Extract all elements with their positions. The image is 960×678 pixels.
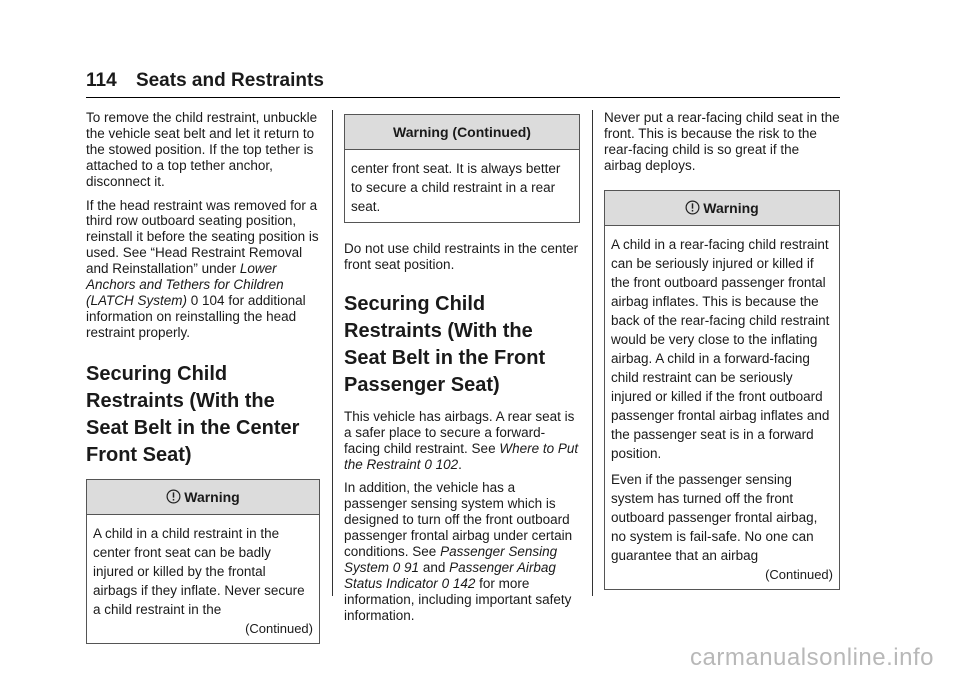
paragraph-text: and <box>419 559 450 575</box>
paragraph-text: This vehicle has airbags. A rear seat is a safer place to secure a forward-facing child restraint. See <box>344 408 575 456</box>
warning-box <box>604 190 840 590</box>
warning-title: Warning <box>703 199 759 216</box>
paragraph-text: If the head restraint was removed for a third row outboard seating position, reinstall it before the seating position is used. See “Head Restraint Removal and Reinstallation” under <box>86 197 319 277</box>
warning-text: A child in a child restraint in the center front seat can be badly injured or killed by the frontal airbags if they inflate. Never secure a child restraint in the <box>93 525 305 617</box>
paragraph-text: for more information, including important safety information. <box>344 575 572 623</box>
column-divider-2 <box>592 110 593 596</box>
warning-box <box>86 479 320 644</box>
page-ref[interactable]: 0 104 <box>190 292 225 308</box>
warning-body <box>605 226 839 589</box>
warning-body <box>87 515 319 643</box>
page-header <box>86 68 840 98</box>
warning-text: Even if the passenger sensing system has turned off the front outboard passenger frontal airbag, no system is fail-safe. No one can guarantee that an airbag <box>611 471 818 563</box>
warning-header: Warning (Continued) <box>345 115 579 150</box>
heading-front-passenger-seat: Securing Child Restraints (With the Seat Belt in the Front Passenger Seat) <box>344 292 546 396</box>
warning-text: center front seat. It is always better to secure a child restraint in a rear seat. <box>351 161 561 214</box>
warning-header <box>87 480 319 515</box>
continued-label: (Continued) <box>765 566 833 582</box>
heading-center-front-seat: Securing Child Restraints (With the Seat Belt in the Center Front Seat) <box>86 362 300 466</box>
warning-icon <box>166 489 181 504</box>
continued-label: (Continued) <box>245 620 313 636</box>
xref-where-to-put-link[interactable]: Where to Put the Restraint <box>344 440 579 472</box>
page-number: 114 <box>86 70 117 91</box>
warning-text: A child in a rear-facing child restraint can be seriously injured or killed if the front outboard passenger frontal airbag inflates. This is because the back of the rear-facing child restraint would be very close to the inflating airbag. A child in a forward-facing child restraint can be seriously injured or killed if the front outboard passenger frontal airbag inflates and the passenger seat is in a forward position. <box>611 236 830 461</box>
section-title: Seats and Restraints <box>135 70 324 91</box>
paragraph-remove-restraint: To remove the child restraint, unbuckle the vehicle seat belt and let it return to the stowed position. If the top tether is attached to a top tether anchor, disconnect it. <box>86 110 318 189</box>
page-ref[interactable]: 0 102 <box>424 456 459 472</box>
paragraph-text: In addition, the vehicle has a passenger sensing system which is designed to turn off the front outboard passenger frontal airbag under certain conditions. See <box>344 480 573 560</box>
page-ref[interactable]: 0 142 <box>441 575 476 591</box>
watermark: carmanualsonline.info <box>690 644 934 671</box>
column-3 <box>604 110 840 590</box>
warning-icon <box>685 200 700 215</box>
warning-header <box>605 191 839 226</box>
warning-title: Warning <box>184 488 240 505</box>
paragraph-rear-facing: Never put a rear-facing child seat in the front. This is because the risk to the rear-facing child is so great if the airbag deploys. <box>604 110 840 173</box>
xref-passenger-sensing-link[interactable]: Passenger Sensing System <box>344 544 558 575</box>
page-ref[interactable]: 0 91 <box>392 559 420 575</box>
paragraph-head-restraint <box>86 198 320 341</box>
column-2 <box>344 110 580 632</box>
paragraph-center-seat: Do not use child restraints in the center front seat position. <box>344 241 579 272</box>
column-1 <box>86 110 320 644</box>
paragraph-airbags <box>344 409 580 473</box>
xref-airbag-status-link[interactable]: Passenger Airbag Status Indicator <box>344 559 556 591</box>
warning-body <box>345 150 579 222</box>
paragraph-text: . <box>458 456 462 472</box>
warning-box-continued <box>344 114 580 223</box>
paragraph-text: for additional information on reinstalling the head restraint properly. <box>86 292 306 340</box>
xref-latch-link[interactable]: Lower Anchors and Tethers for Children (LATCH System) <box>86 261 284 308</box>
column-divider-1 <box>332 110 333 596</box>
paragraph-sensing-system <box>344 480 580 623</box>
